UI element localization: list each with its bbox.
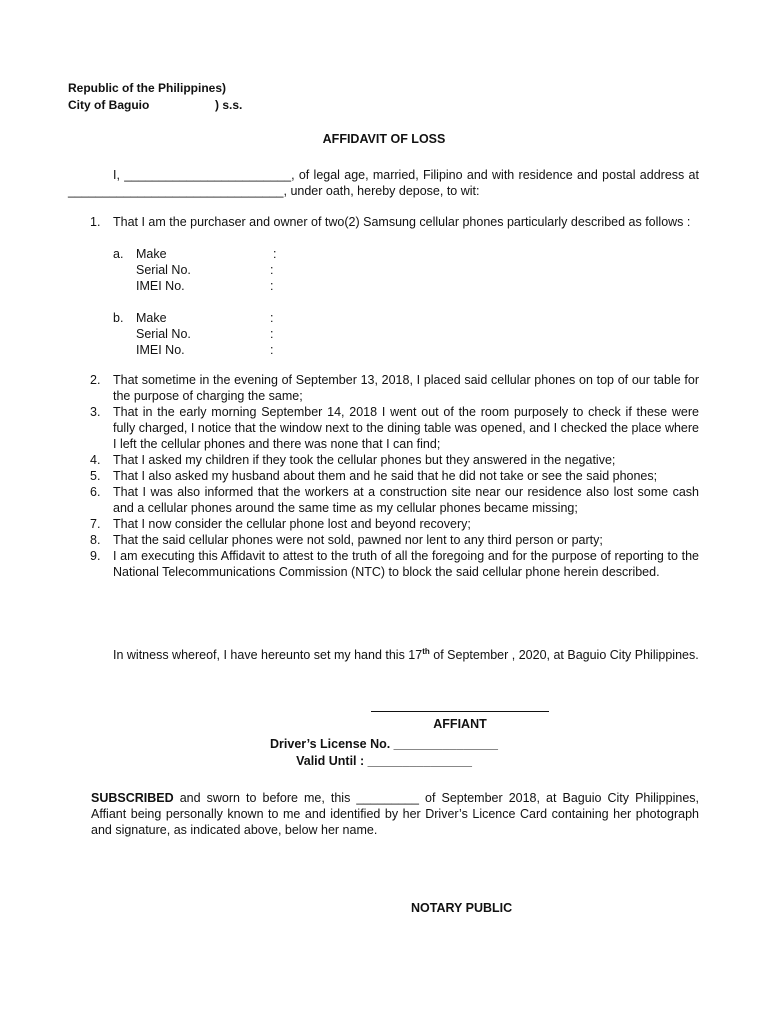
list-item-3: 3. That in the early morning September 14, 2018 I went out of the room purposely to check if these were fully charged, I notice that the window next to the dining table was opened, and I checked the place where I left the cellular phones and there was none that I can find; [90,405,699,451]
drivers-license-line: Driver’s License No. _______________ [270,737,498,751]
ordinal-suffix: th [422,646,430,656]
phone-b-details [68,310,699,358]
field-imei: IMEI No. : [136,279,274,293]
phone-letter: b. [113,311,124,325]
field-serial: Serial No. : [136,263,274,277]
signature-line [371,711,549,712]
numbered-list [68,214,699,580]
caption-city: City of Baguio [68,98,150,112]
caption-line-city [68,97,243,114]
list-number: 1. [90,215,101,229]
intro-text: I, ________________________, of legal age, married, Filipino and with residence and postal address at _______________________________, under oath, hereby depose, to wit: [68,168,699,198]
list-item-2: 2. That sometime in the evening of September 13, 2018, I placed said cellular phones on top of our table for the purpose of charging the same; [90,373,699,403]
valid-until-line: Valid Until : _______________ [296,754,472,768]
list-text: That I am the purchaser and owner of two(2) Samsung cellular phones particularly described as follows : [113,215,691,229]
list-item-8: 8. That the said cellular phones were not sold, pawned nor lent to any third person or party; [90,533,603,547]
caption-line-republic: Republic of the Philippines) [68,81,227,95]
document-title: AFFIDAVIT OF LOSS [322,132,446,146]
venue-caption [68,80,243,114]
field-make: Make : [136,311,274,325]
phone-a-details [68,246,699,294]
list-item-6: 6. That I was also informed that the workers at a construction site near our residence also lost some cash and a cellular phones around the same time as my cellular phones became missing; [90,485,699,515]
notary-public-label: NOTARY PUBLIC [411,901,513,915]
list-item-4: 4. That I asked my children if they took the cellular phones but they answered in the negative; [90,453,616,467]
list-item-7: 7. That I now consider the cellular phone lost and beyond recovery; [90,517,471,531]
witness-paragraph [68,647,699,663]
phone-letter: a. [113,247,124,261]
field-serial: Serial No. : [136,327,274,341]
intro-paragraph [68,167,699,199]
subscribed-keyword: SUBSCRIBED [91,791,174,805]
field-imei: IMEI No. : [136,343,274,357]
jurat-text: and sworn to before me, this _________ of September 2018, at Baguio City Philippines, Affiant being personally known to me and identified by her Driver’s Licence Card containing her photograph and signature, as indicated above, below her name. [91,791,699,837]
field-make: Make : [136,247,277,261]
list-item-5: 5. That I also asked my husband about them and he said that he did not take or see the said phones; [90,469,658,483]
affiant-label: AFFIANT [433,717,487,731]
witness-text-after: of September , 2020, at Baguio City Philippines. [429,648,699,662]
caption-ss: ) s.s. [215,98,243,112]
jurat-paragraph [91,790,699,838]
witness-text-before: In witness whereof, I have hereunto set my hand this 17 [113,648,423,662]
list-item-9: 9. I am executing this Affidavit to attest to the truth of all the foregoing and for the purpose of reporting to the National Telecommunications Commission (NTC) to block the said cellular phone herein described. [90,549,699,579]
list-item-1 [68,214,699,230]
